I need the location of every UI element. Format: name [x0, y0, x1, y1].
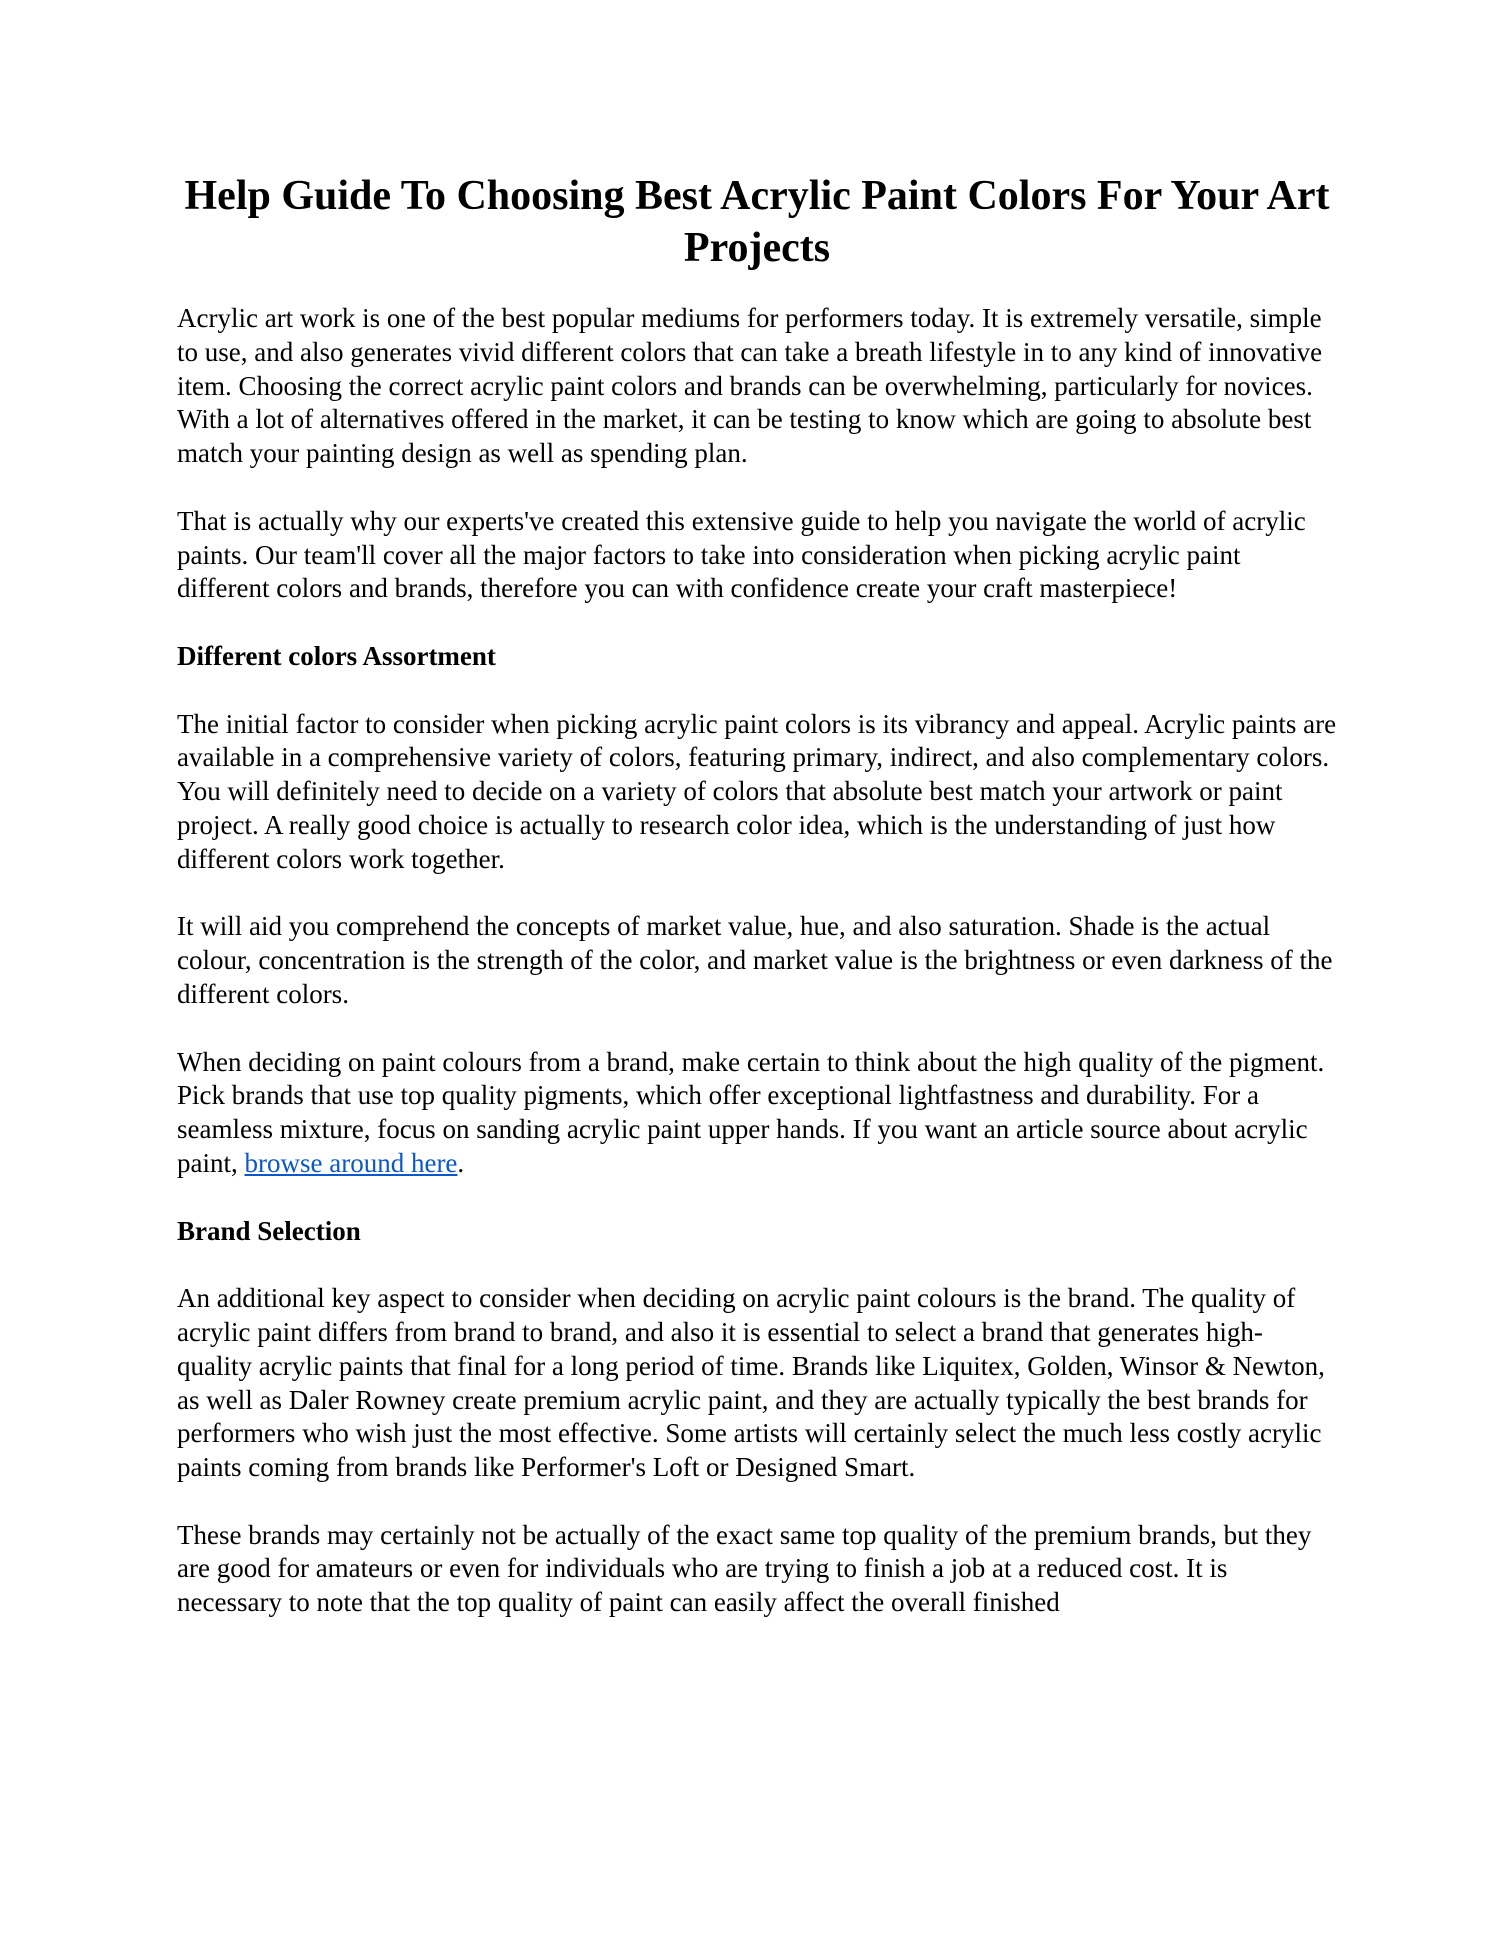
intro-paragraph-2: That is actually why our experts've created this extensive guide to help you navigate the world of acrylic paints. Our team'll cover all the major factors to take into consideration when picking acrylic paint different colors and brands, therefore you can with confidence create your craft masterpiece! — [177, 505, 1306, 604]
section-heading-brand: Brand Selection — [177, 1215, 361, 1246]
intro-paragraph-1: Acrylic art work is one of the best popular mediums for performers today. It is extremely versatile, simple to use, and also generates vivid different colors that can take a breath lifestyle in to any kind of innovative item. Choosing the correct acrylic paint colors and brands can be overwhelming, particularly for novices. With a lot of alternatives offered in the market, it can be testing to know which are going to absolute best match your painting design as well as spending plan. — [177, 303, 1323, 469]
brand-paragraph-2: These brands may certainly not be actually of the exact same top quality of the premium brands, but they are good for amateurs or even for individuals who are trying to finish a job at a reduced cost. It is necessary to note that the top quality of paint can easily affect the overall finished — [177, 1519, 1312, 1618]
colors-paragraph-3 — [177, 1046, 1337, 1181]
document-page — [177, 170, 1337, 1654]
browse-around-here-link[interactable]: browse around here — [244, 1147, 458, 1178]
colors-paragraph-3-end: . — [457, 1147, 465, 1178]
section-heading-colors: Different colors Assortment — [177, 640, 496, 671]
colors-paragraph-1: The initial factor to consider when picking acrylic paint colors is its vibrancy and appeal. Acrylic paints are available in a comprehensive variety of colors, featuring primary, indirect, and also complementary colors. You will definitely need to decide on a variety of colors that absolute best match your artwork or paint project. A really good choice is actually to research color idea, which is the understanding of just how different colors work together. — [177, 708, 1337, 874]
page-title: Help Guide To Choosing Best Acrylic Paint Colors For Your Art Projects — [184, 173, 1330, 271]
brand-paragraph-1: An additional key aspect to consider when deciding on acrylic paint colours is the brand. The quality of acrylic paint differs from brand to brand, and also it is essential to select a brand that generates high-quality acrylic paints that final for a long period of time. Brands like Liquitex, Golden, Winsor & Newton, as well as Daler Rowney create premium acrylic paint, and they are actually typically the best brands for performers who wish just the most effective. Some artists will certainly select the much less costly acrylic paints coming from brands like Performer's Loft or Designed Smart. — [177, 1283, 1325, 1483]
colors-paragraph-3-text: When deciding on paint colours from a brand, make certain to think about the high quality of the pigment. Pick brands that use top quality pigments, which offer exceptional lightfastness and durability. For a seamless mixture, focus on sanding acrylic paint upper hands. If you want an article source about acrylic paint, — [177, 1046, 1325, 1178]
colors-paragraph-2: It will aid you comprehend the concepts of market value, hue, and also saturation. Shade is the actual colour, concentration is the strength of the color, and market value is the brightness or even darkness of the different colors. — [177, 911, 1333, 1009]
